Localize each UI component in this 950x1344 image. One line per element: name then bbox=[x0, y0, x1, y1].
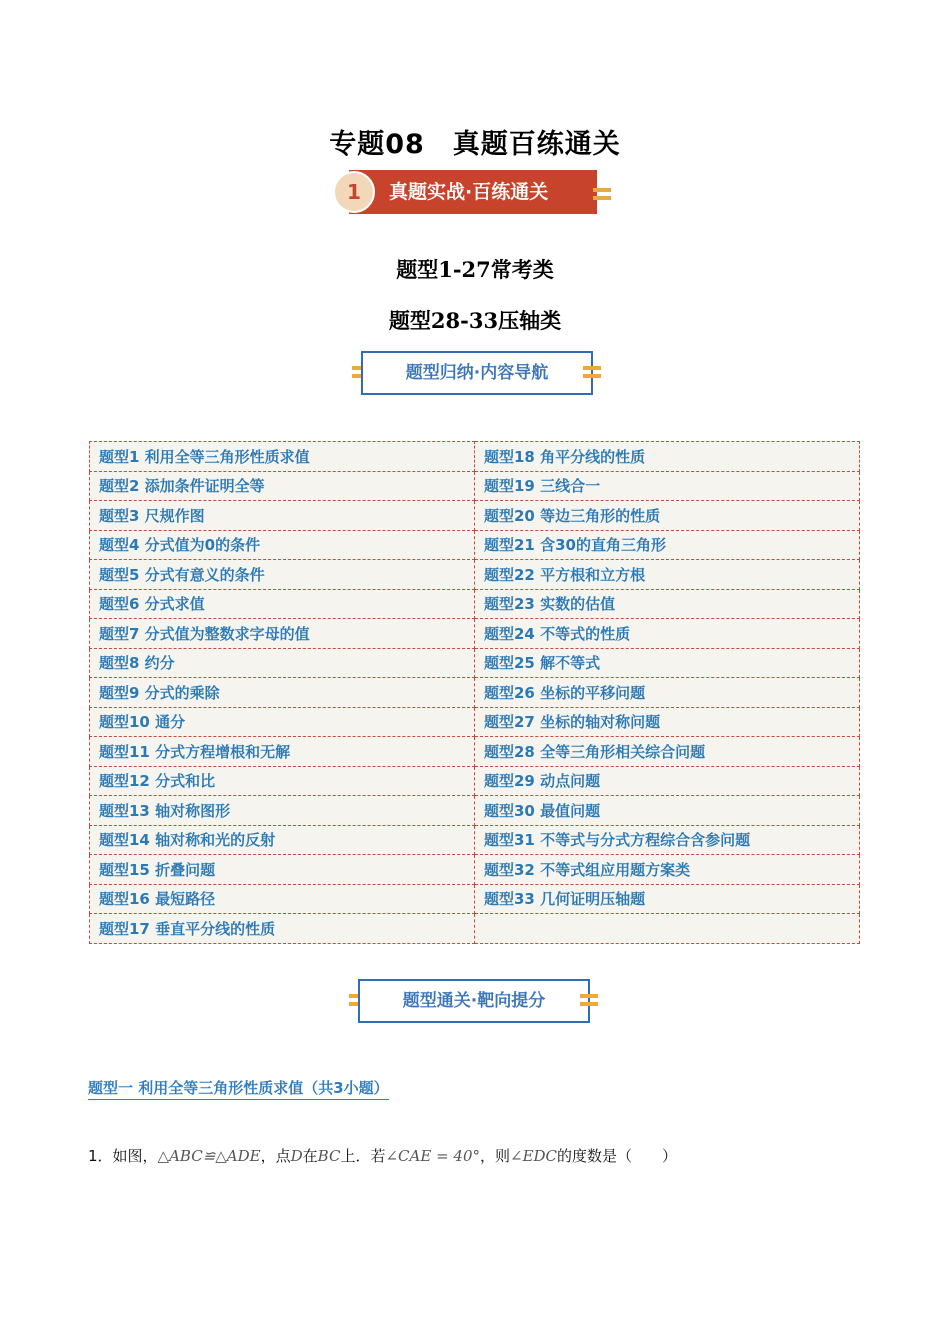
toc-item[interactable]: 题型9 分式的乘除 bbox=[90, 678, 475, 708]
banner-label: 真题实战·百练通关 bbox=[349, 170, 597, 214]
toc-item[interactable]: 题型32 不等式组应用题方案类 bbox=[475, 855, 860, 885]
toc-item[interactable]: 题型11 分式方程增根和无解 bbox=[90, 737, 475, 767]
stripe-decoration-icon bbox=[593, 188, 611, 204]
toc-item[interactable]: 题型22 平方根和立方根 bbox=[475, 560, 860, 590]
toc-item[interactable]: 题型27 坐标的轴对称问题 bbox=[475, 707, 860, 737]
subtitle-final: 题型28-33压轴类 bbox=[388, 308, 562, 333]
toc-item[interactable]: 题型24 不等式的性质 bbox=[475, 619, 860, 649]
toc-item[interactable]: 题型5 分式有意义的条件 bbox=[90, 560, 475, 590]
toc-item bbox=[475, 914, 860, 944]
toc-item[interactable]: 题型12 分式和比 bbox=[90, 766, 475, 796]
toc-item[interactable]: 题型17 垂直平分线的性质 bbox=[90, 914, 475, 944]
math-angle: ∠EDC bbox=[510, 1147, 558, 1165]
toc-item[interactable]: 题型25 解不等式 bbox=[475, 648, 860, 678]
stripe-decoration-icon bbox=[580, 994, 598, 1010]
question-1: 1．如图，△ABC≌△ADE，点D在BC上．若∠CAE = 40°，则∠EDC的度数是（ ） bbox=[88, 1147, 678, 1165]
toc-row bbox=[90, 648, 860, 678]
toc-item[interactable]: 题型29 动点问题 bbox=[475, 766, 860, 796]
toc-row bbox=[90, 766, 860, 796]
banner-content-nav: 题型归纳·内容导航 bbox=[361, 351, 593, 395]
toc-item[interactable]: 题型1 利用全等三角形性质求值 bbox=[90, 442, 475, 472]
toc-item[interactable]: 题型3 尺规作图 bbox=[90, 501, 475, 531]
toc-item[interactable]: 题型21 含30的直角三角形 bbox=[475, 530, 860, 560]
toc-row bbox=[90, 619, 860, 649]
toc-item[interactable]: 题型20 等边三角形的性质 bbox=[475, 501, 860, 531]
toc-item[interactable]: 题型15 折叠问题 bbox=[90, 855, 475, 885]
toc-row bbox=[90, 560, 860, 590]
toc-row bbox=[90, 678, 860, 708]
section-heading[interactable]: 题型一 利用全等三角形性质求值（共3小题） bbox=[88, 1077, 389, 1100]
toc-item[interactable]: 题型2 添加条件证明全等 bbox=[90, 471, 475, 501]
math-angle: ∠CAE = 40° bbox=[385, 1147, 480, 1165]
banner-number-badge: 1 bbox=[333, 171, 375, 213]
toc-row bbox=[90, 530, 860, 560]
toc-row bbox=[90, 796, 860, 826]
toc-item[interactable]: 题型19 三线合一 bbox=[475, 471, 860, 501]
stripe-decoration-icon bbox=[583, 366, 601, 382]
toc-item[interactable]: 题型16 最短路径 bbox=[90, 884, 475, 914]
toc-row bbox=[90, 855, 860, 885]
toc-item[interactable]: 题型4 分式值为0的条件 bbox=[90, 530, 475, 560]
toc-item[interactable]: 题型6 分式求值 bbox=[90, 589, 475, 619]
toc-item[interactable]: 题型7 分式值为整数求字母的值 bbox=[90, 619, 475, 649]
toc-row bbox=[90, 501, 860, 531]
banner-practice: 题型通关·靶向提分 bbox=[358, 979, 590, 1023]
toc-table bbox=[89, 441, 860, 944]
toc-item[interactable]: 题型23 实数的估值 bbox=[475, 589, 860, 619]
toc-row bbox=[90, 914, 860, 944]
toc-row bbox=[90, 737, 860, 767]
toc-item[interactable]: 题型10 通分 bbox=[90, 707, 475, 737]
toc-item[interactable]: 题型14 轴对称和光的反射 bbox=[90, 825, 475, 855]
toc-row bbox=[90, 442, 860, 472]
page-title: 专题08 真题百练通关 bbox=[329, 129, 621, 160]
toc-item[interactable]: 题型26 坐标的平移问题 bbox=[475, 678, 860, 708]
section-banner-practice bbox=[333, 168, 611, 216]
toc-item[interactable]: 题型31 不等式与分式方程综合含参问题 bbox=[475, 825, 860, 855]
toc-item[interactable]: 题型30 最值问题 bbox=[475, 796, 860, 826]
toc-item[interactable]: 题型28 全等三角形相关综合问题 bbox=[475, 737, 860, 767]
toc-row bbox=[90, 884, 860, 914]
toc-item[interactable]: 题型8 约分 bbox=[90, 648, 475, 678]
toc-item[interactable]: 题型18 角平分线的性质 bbox=[475, 442, 860, 472]
toc-row bbox=[90, 589, 860, 619]
toc-item[interactable]: 题型33 几何证明压轴题 bbox=[475, 884, 860, 914]
math-congruence: △ABC≌△ADE bbox=[157, 1147, 261, 1165]
toc-row bbox=[90, 707, 860, 737]
subtitle-common: 题型1-27常考类 bbox=[396, 257, 554, 282]
toc-row bbox=[90, 825, 860, 855]
toc-item[interactable]: 题型13 轴对称图形 bbox=[90, 796, 475, 826]
toc-row bbox=[90, 471, 860, 501]
